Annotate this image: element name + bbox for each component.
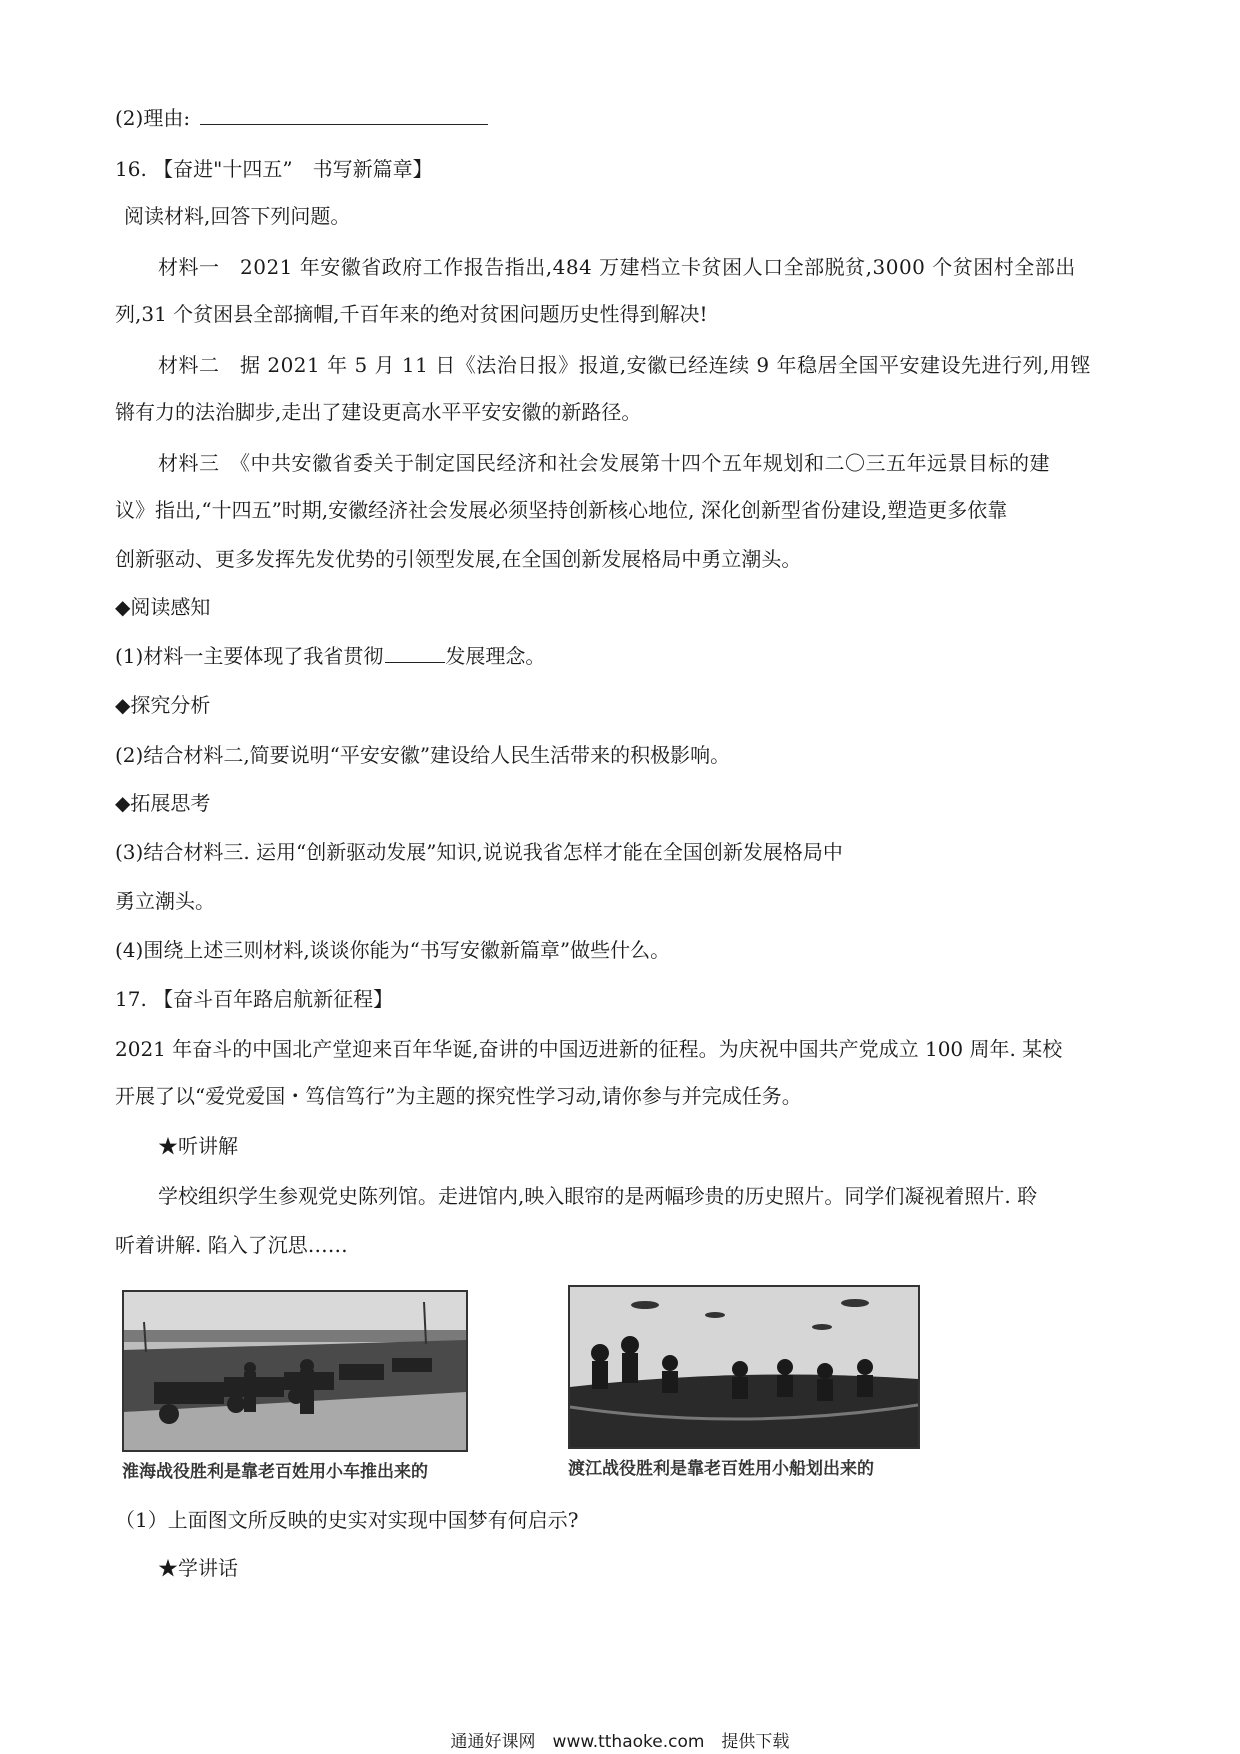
- material-3-line-2: 议》指出,“十四五”时期,安徽经济社会发展必须坚持创新核心地位, 深化创新型省份建设,塑造更多依靠: [115, 498, 1008, 522]
- yangtze-photo: [568, 1285, 920, 1449]
- q17-intro-line-1: 2021 年奋斗的中国北产堂迎来百年华诞,奋讲的中国迈进新的征程。为庆祝中国共产党成立 100 周年. 某校: [115, 1037, 1063, 1061]
- q16-q1-blank[interactable]: [385, 660, 445, 663]
- q15-reason-label: (2)理由:: [115, 106, 191, 130]
- q17-intro-line-2: 开展了以“爱党爱国・笃信笃行”为主题的探究性学习动,请你参与并完成任务。: [115, 1084, 802, 1108]
- subsection-listen: ★听讲解: [158, 1134, 238, 1158]
- huaihai-caption: 淮海战役胜利是靠老百姓用小车推出来的: [122, 1462, 428, 1482]
- material-3-line-3: 创新驱动、更多发挥先发优势的引领型发展,在全国创新发展格局中勇立潮头。: [115, 547, 802, 571]
- material-1-line-2: 列,31 个贫困县全部摘帽,千百年来的绝对贫困问题历史性得到解决!: [115, 302, 708, 326]
- q16-q1-suffix: 发展理念。: [445, 644, 546, 668]
- q16-question-4: (4)围绕上述三则材料,谈谈你能为“书写安徽新篇章”做些什么。: [115, 938, 671, 962]
- subsection-study: ★学讲话: [158, 1556, 238, 1580]
- material-2-line-1: 材料二 据 2021 年 5 月 11 日《法治日报》报道,安徽已经连续 9 年稳居全国平安建设先进行列,用铿: [158, 353, 1091, 377]
- material-2-line-2: 锵有力的法治脚步,走出了建设更高水平平安安徽的新路径。: [115, 400, 642, 424]
- section-analysis: ◆探究分析: [115, 693, 211, 717]
- yangtze-caption: 渡江战役胜利是靠老百姓用小船划出来的: [568, 1459, 874, 1479]
- q17-paragraph-line-2: 听着讲解. 陷入了沉思……: [115, 1233, 348, 1257]
- section-reading: ◆阅读感知: [115, 595, 211, 619]
- q15-reason-line: [115, 108, 488, 128]
- huaihai-photo: [122, 1290, 468, 1452]
- section-extension: ◆拓展思考: [115, 791, 211, 815]
- q16-instruction: 阅读材料,回答下列问题。: [124, 204, 351, 228]
- q17-title: 17. 【奋斗百年路启航新征程】: [115, 987, 394, 1011]
- q17-question-1: （1）上面图文所反映的史实对实现中国梦有何启示?: [115, 1508, 579, 1532]
- q15-reason-blank[interactable]: [200, 122, 488, 125]
- q17-paragraph-line-1: 学校组织学生参观党史陈列馆。走进馆内,映入眼帘的是两幅珍贵的历史照片。同学们凝视着照片. 聆: [158, 1184, 1038, 1208]
- q16-question-3-line-1: (3)结合材料三. 运用“创新驱动发展”知识,说说我省怎样才能在全国创新发展格局中: [115, 840, 843, 864]
- q16-question-2: (2)结合材料二,简要说明“平安安徽”建设给人民生活带来的积极影响。: [115, 743, 731, 767]
- footer-credit: 通通好课网 www.tthaoke.com 提供下载: [450, 1732, 790, 1752]
- q16-title: 16. 【奋进"十四五” 书写新篇章】: [115, 157, 433, 181]
- material-3-line-1: 材料三 《中共安徽省委关于制定国民经济和社会发展第十四个五年规划和二〇三五年远景目标的建: [158, 451, 1050, 475]
- q16-q1-prefix: (1)材料一主要体现了我省贯彻: [115, 644, 384, 668]
- q16-question-3-line-2: 勇立潮头。: [115, 889, 215, 913]
- q16-question-1: [115, 646, 545, 666]
- material-1-line-1: 材料一 2021 年安徽省政府工作报告指出,484 万建档立卡贫困人口全部脱贫,3000 个贫困村全部出: [158, 255, 1076, 279]
